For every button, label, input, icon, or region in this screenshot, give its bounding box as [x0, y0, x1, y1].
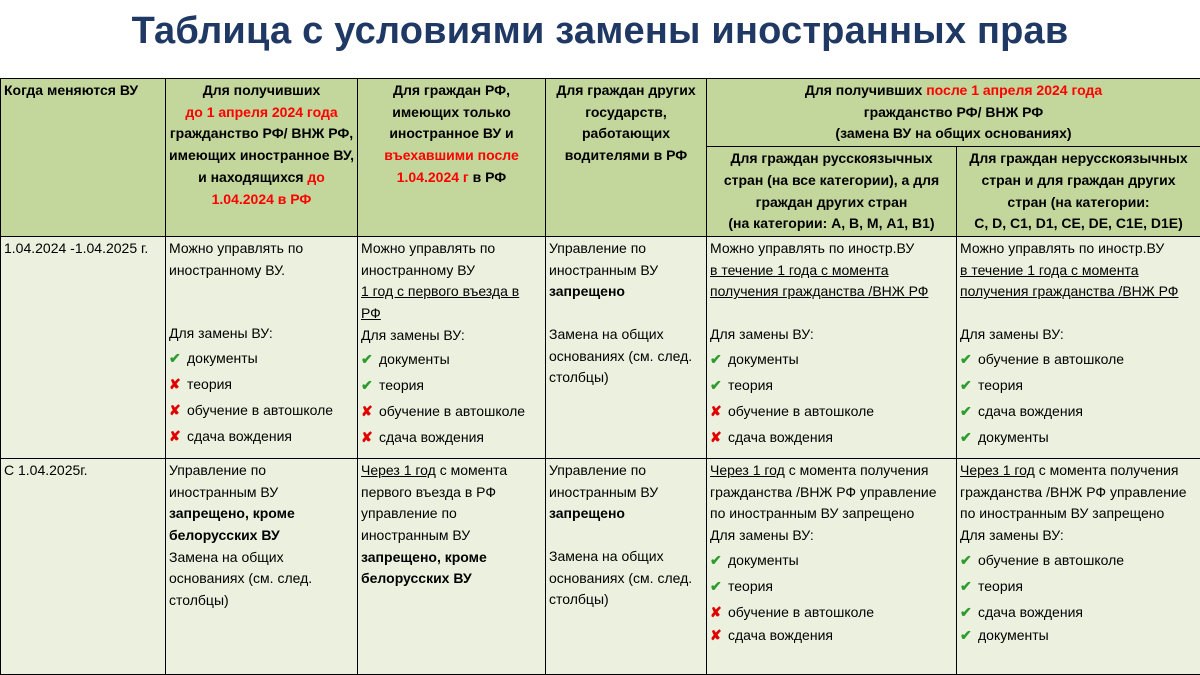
list-item: ✔ теория: [710, 573, 953, 599]
list-item: ✔ сдача вождения: [960, 398, 1197, 424]
period-cell: 1.04.2024 -1.04.2025 г.: [1, 236, 166, 458]
table-row: [1, 236, 1200, 458]
cell-r2-foreign-drivers: [546, 458, 707, 674]
list-item: ✔ теория: [361, 372, 542, 398]
cell-text: Управление по иностранным ВУ: [169, 461, 279, 500]
cell-text: с момента получения гражданства /ВНЖ РФ управление по иностранным ВУ запрещено: [960, 461, 1187, 522]
cell-bold: запрещено, кроме белорусских ВУ: [361, 548, 487, 587]
header-after-2024-d: (замена ВУ на общих основаниях): [835, 125, 1072, 142]
cell-r1-rf-citizens: [358, 236, 546, 458]
cell-underlined: Через 1 год: [710, 461, 785, 478]
replace-label: Для замены ВУ:: [960, 527, 1064, 544]
header-after-2024: [707, 79, 1200, 147]
list-item: ✘ теория: [169, 371, 354, 397]
list-item: ✘ обучение в автошколе: [361, 398, 542, 424]
cell-text: с момента получения гражданства /ВНЖ РФ управление по иностранным ВУ запрещено: [710, 461, 937, 522]
check-icon: ✔: [960, 577, 972, 594]
conditions-table: [0, 78, 1200, 675]
header-russian-speaking-a: Для граждан русскоязычных стран (на все категории), а для граждан других стран: [723, 150, 940, 210]
header-before-2024-d: до: [307, 168, 325, 185]
list-item: ✔ документы: [960, 424, 1197, 450]
list-item: ✔ обучение в автошколе: [960, 547, 1197, 573]
cell-text: Замена на общих основаниях (см. след. столбцы): [549, 548, 693, 608]
header-non-russian-speaking: [957, 147, 1200, 237]
cell-text: Управление по иностранным ВУ: [549, 461, 659, 500]
replace-label: Для замены ВУ:: [361, 326, 465, 343]
header-non-russian-speaking-b: С, D, С1, D1, СЕ, DE, С1Е, D1E): [974, 215, 1183, 232]
cross-icon: ✘: [361, 403, 373, 420]
list-item: ✘ обучение в автошколе: [169, 397, 354, 423]
cross-icon: ✘: [169, 402, 181, 419]
cell-text: Замена на общих основаниях (см. след. столбцы): [549, 326, 693, 386]
cell-underlined: Через 1 год: [361, 461, 436, 478]
header-before-2024: [166, 79, 358, 237]
replace-label: Для замены ВУ:: [710, 326, 814, 343]
header-after-2024-c: гражданство РФ/ ВНЖ РФ: [863, 103, 1044, 120]
cell-bold: запрещено, кроме белорусских ВУ: [169, 505, 295, 544]
header-rf-citizens-b: въехавшими после 1.04.2024 г: [384, 147, 519, 185]
cell-bold: запрещено: [549, 283, 625, 300]
list-item: ✘ сдача вождения: [361, 424, 542, 450]
check-icon: ✔: [710, 376, 722, 393]
header-rf-citizens: [358, 79, 546, 237]
list-item: ✘ сдача вождения: [710, 424, 953, 450]
header-before-2024-c: гражданство РФ/ ВНЖ РФ, имеющих иностранное ВУ, и находящихся: [169, 125, 354, 185]
cell-text: с момента первого въезда в РФ управление по иностранным ВУ: [361, 461, 508, 544]
cell-underlined: 1 год с первого въезда в РФ: [361, 283, 520, 322]
check-icon: ✔: [960, 603, 972, 620]
check-icon: ✔: [361, 377, 373, 394]
cell-r2-rf-citizens: [358, 458, 546, 674]
header-foreign-drivers: Для граждан других государств, работающих водителями в РФ: [546, 79, 707, 237]
cell-text: Можно управлять по иностранному ВУ: [361, 239, 496, 278]
cross-icon: ✘: [169, 376, 181, 393]
replace-label: Для замены ВУ:: [960, 326, 1064, 343]
list-item: ✔ теория: [960, 372, 1197, 398]
check-icon: ✔: [960, 376, 972, 393]
cell-text: Можно управлять по иностр.ВУ: [960, 239, 1165, 256]
check-icon: ✔: [960, 551, 972, 568]
cell-r2-before-2024: [166, 458, 358, 674]
cross-icon: ✘: [710, 626, 722, 643]
cell-underlined: Через 1 год: [960, 461, 1035, 478]
cell-underlined: в течение 1 года с момента получения гражданства /ВНЖ РФ: [710, 261, 929, 300]
list-item: ✔ документы: [960, 625, 1197, 647]
period-cell: С 1.04.2025г.: [1, 458, 166, 674]
cell-r2-non-russian-speaking: [957, 458, 1200, 674]
header-russian-speaking: [707, 147, 957, 237]
cell-r1-russian-speaking: [707, 236, 957, 458]
check-icon: ✔: [960, 350, 972, 367]
cell-r1-non-russian-speaking: [957, 236, 1200, 458]
check-icon: ✔: [710, 350, 722, 367]
cell-r1-before-2024: [166, 236, 358, 458]
cross-icon: ✘: [710, 428, 722, 445]
list-item: ✔ документы: [710, 547, 953, 573]
list-item: ✔ сдача вождения: [960, 599, 1197, 625]
check-icon: ✔: [960, 402, 972, 419]
cell-r2-russian-speaking: [707, 458, 957, 674]
header-russian-speaking-b: (на категории: А, В, М, А1, В1): [728, 215, 935, 232]
header-before-2024-date: до 1 апреля 2024 года: [185, 103, 338, 120]
list-item: ✔ обучение в автошколе: [960, 346, 1197, 372]
check-icon: ✔: [710, 577, 722, 594]
header-rf-citizens-a: Для граждан РФ, имеющих только иностранное ВУ и: [389, 82, 514, 142]
replace-label: Для замены ВУ:: [710, 527, 814, 544]
list-item: ✘ сдача вождения: [710, 625, 953, 647]
cell-text: Можно управлять по иностр.ВУ: [710, 239, 915, 256]
cross-icon: ✘: [361, 429, 373, 446]
list-item: ✔ документы: [361, 346, 542, 372]
header-row-1: [1, 79, 1200, 147]
cell-text: Управление по иностранным ВУ: [549, 239, 659, 278]
replace-label: Для замены ВУ:: [169, 325, 273, 342]
cell-bold: запрещено: [549, 505, 625, 522]
list-item: ✔ теория: [710, 372, 953, 398]
list-item: ✘ обучение в автошколе: [710, 599, 953, 625]
table-row: [1, 458, 1200, 674]
check-icon: ✔: [960, 626, 972, 643]
page-title: Таблица с условиями замены иностранных прав: [131, 10, 1069, 52]
list-item: ✘ обучение в автошколе: [710, 398, 953, 424]
header-before-2024-e: 1.04.2024 в РФ: [211, 190, 312, 207]
cross-icon: ✘: [710, 402, 722, 419]
check-icon: ✔: [361, 351, 373, 368]
header-rf-citizens-c: в РФ: [472, 168, 507, 185]
header-after-2024-b: после 1 апреля 2024 года: [926, 82, 1103, 98]
check-icon: ✔: [169, 350, 181, 367]
cell-underlined: в течение 1 года с момента получения гражданства /ВНЖ РФ: [960, 261, 1179, 300]
cell-r1-foreign-drivers: [546, 236, 707, 458]
cross-icon: ✘: [169, 428, 181, 445]
cell-text: Можно управлять по иностранному ВУ.: [169, 239, 304, 278]
header-after-2024-a: Для получивших: [804, 82, 923, 98]
check-icon: ✔: [960, 428, 972, 445]
header-before-2024-a: Для получивших: [202, 82, 321, 98]
cross-icon: ✘: [710, 603, 722, 620]
header-when: Когда меняются ВУ: [1, 79, 166, 237]
list-item: ✔ теория: [960, 573, 1197, 599]
cell-text: Замена на общих основаниях (см. след. столбцы): [169, 548, 313, 609]
list-item: ✘ сдача вождения: [169, 423, 354, 449]
check-icon: ✔: [710, 551, 722, 568]
list-item: ✔ документы: [710, 346, 953, 372]
list-item: ✔ документы: [169, 345, 354, 371]
header-non-russian-speaking-a: Для граждан нерусскоязычных стран и для граждан других стран (на категории:: [969, 150, 1188, 210]
